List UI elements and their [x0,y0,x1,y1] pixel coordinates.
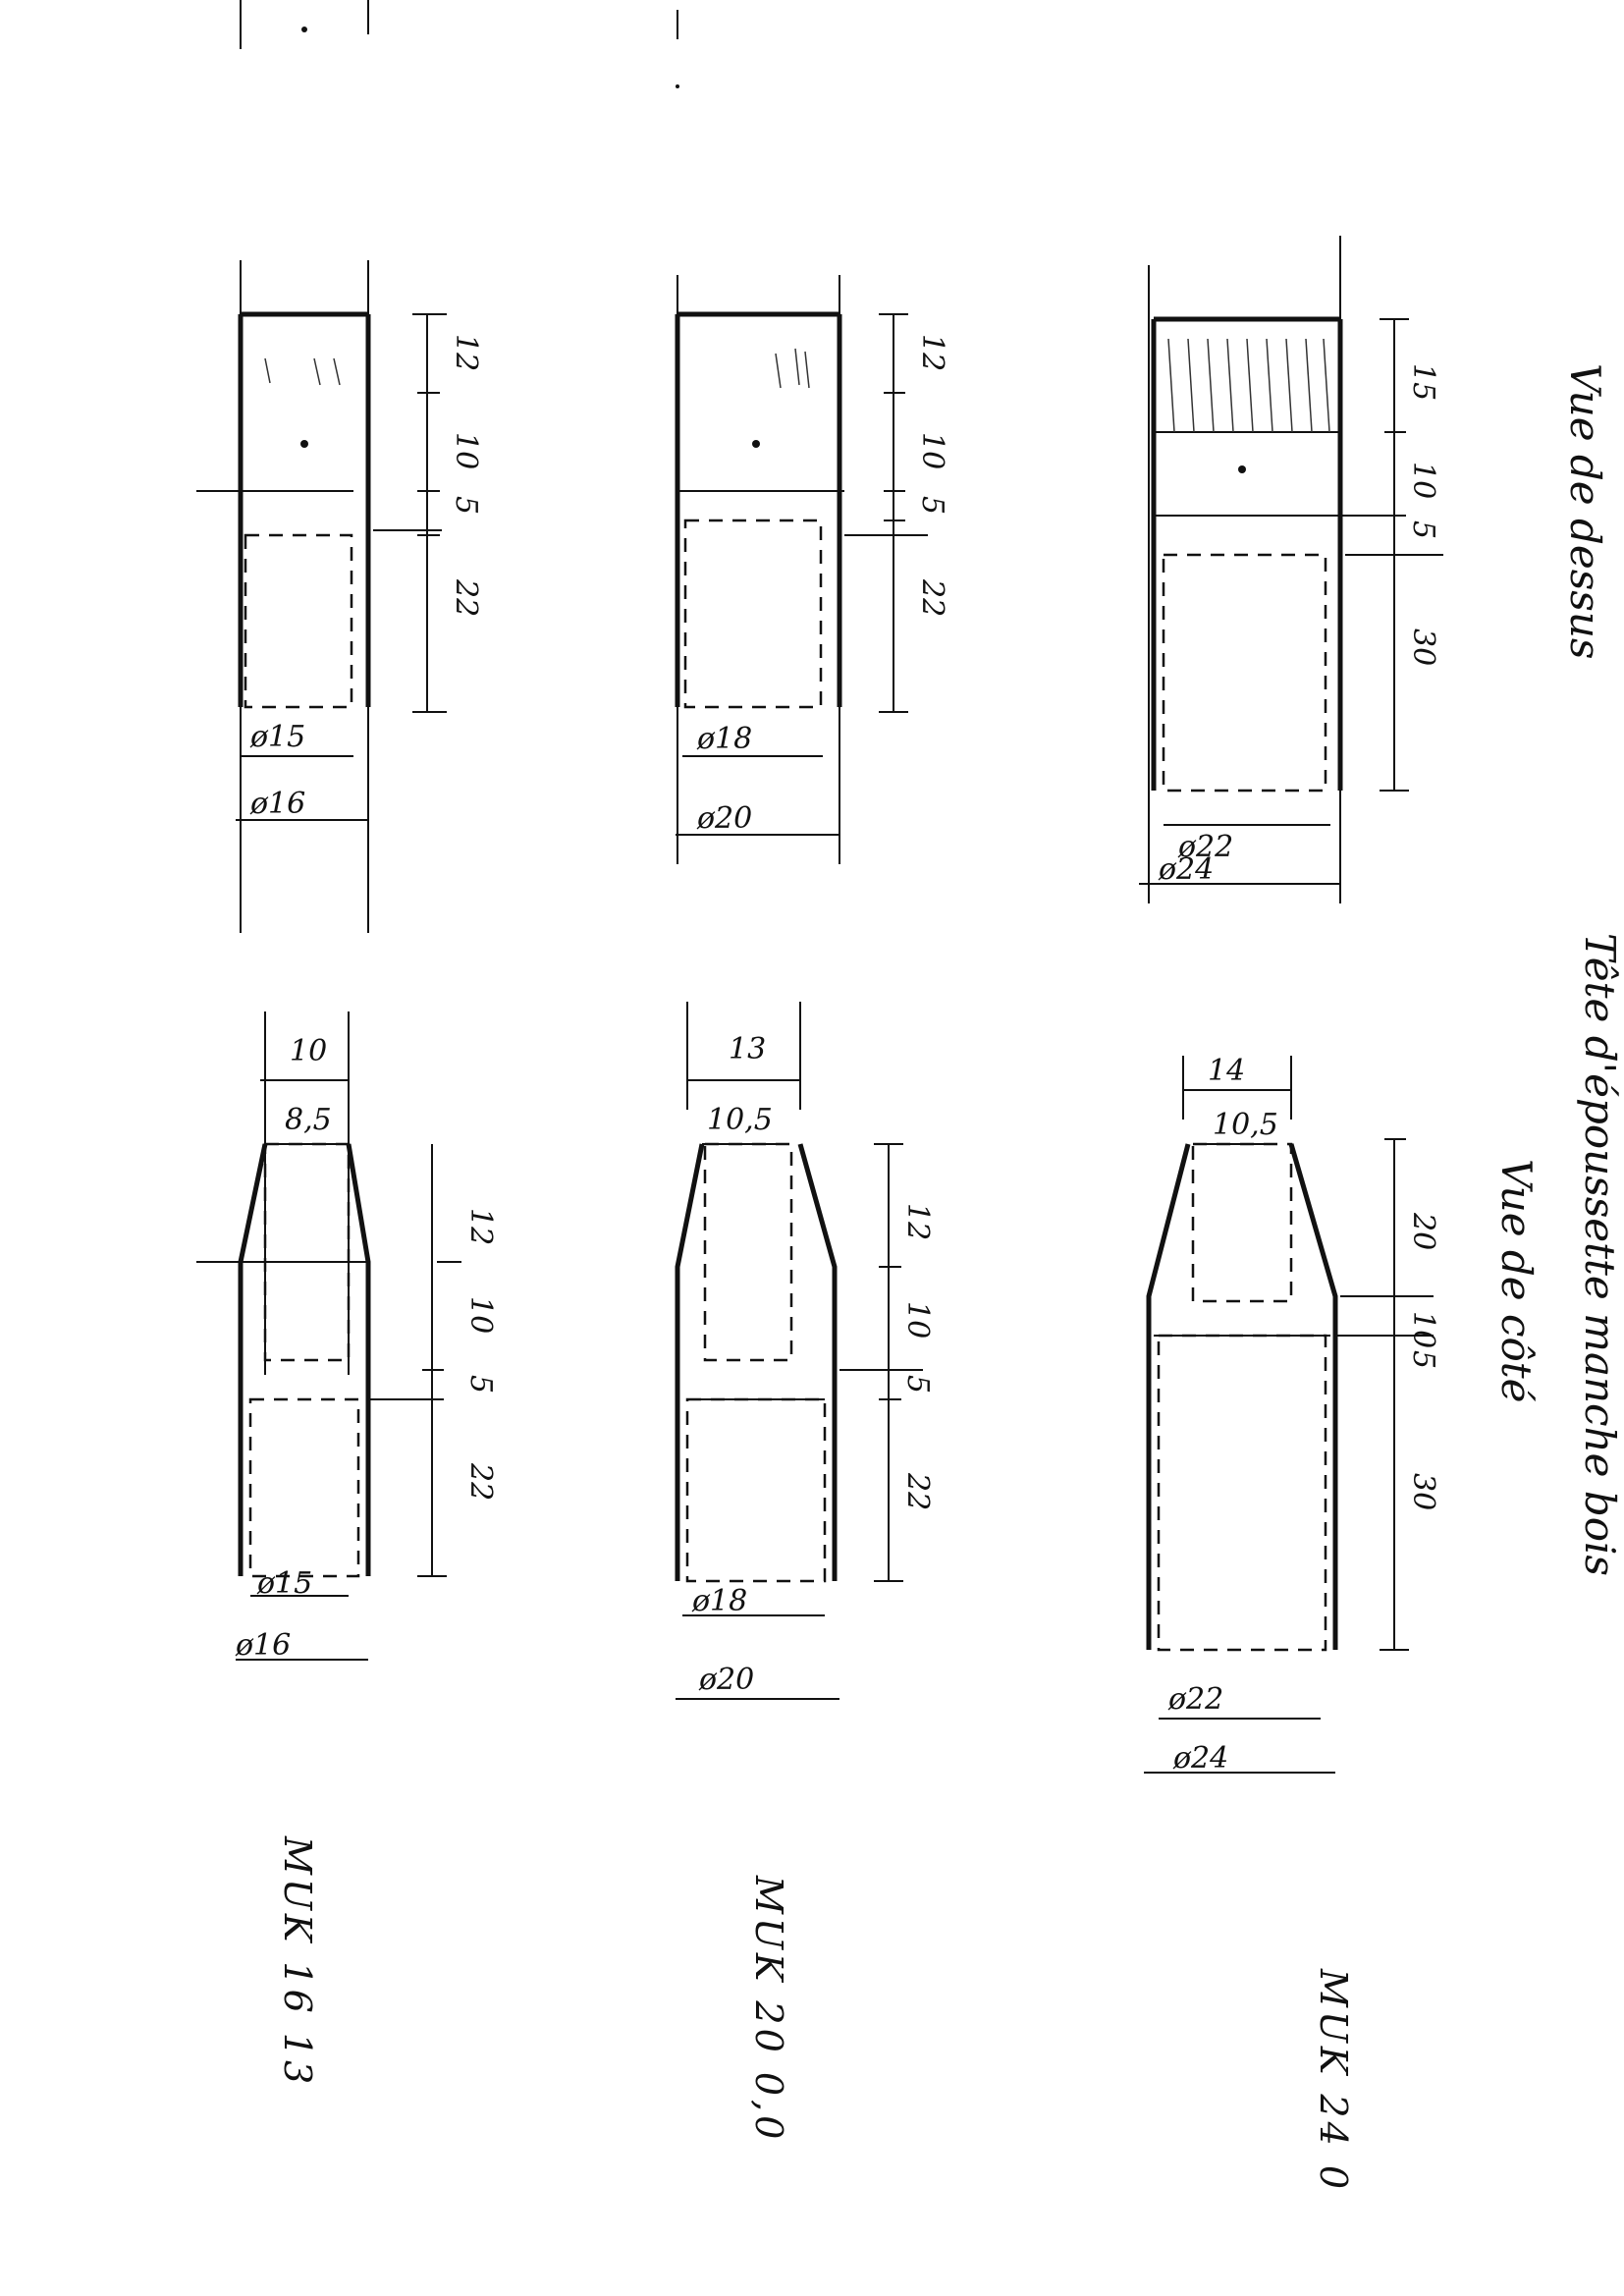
side20-inner-dia: ø18 [692,1584,748,1618]
top20-inner-dia: ø18 [697,722,753,756]
side24-dim-1: 20 [1406,1213,1440,1251]
side20-top-width: 13 [729,1032,767,1066]
side24-dim-3: 5 [1406,1350,1440,1370]
side16-top-inner: 8,5 [285,1103,332,1137]
top20-dim-2: 10 [915,432,949,470]
hatch-area-mk24 [1168,339,1329,432]
model-label-mk20: MUK 20 0,0 [747,1876,790,2144]
side24-dim-4: 30 [1406,1473,1440,1511]
title-group [1492,363,1624,1576]
top16-dim-1: 12 [449,334,483,372]
margin-marks [241,0,679,88]
side16-dim-2: 10 [463,1296,498,1335]
side20-outer-dia: ø20 [699,1663,755,1697]
side24-inner-dia: ø22 [1168,1682,1224,1717]
top-view-mk20 [676,275,949,864]
top16-dim-2: 10 [449,432,483,470]
side-view-mk16 [196,1011,498,1663]
side20-dim-3: 5 [900,1375,935,1394]
side16-top-width: 10 [290,1034,328,1068]
model-labels [276,1835,1355,2193]
top-view-mk16 [196,260,483,933]
side16-dim-4: 22 [463,1463,498,1502]
model-label-mk16: MUK 16 13 [276,1836,319,2089]
main-title: Tête d'époussette manche bois [1576,933,1624,1576]
top20-dim-1: 12 [915,334,949,372]
side24-top-inner: 10,5 [1213,1108,1278,1142]
top16-outer-dia: ø16 [250,787,306,821]
side24-top-width: 14 [1208,1054,1246,1088]
top24-dim-3: 5 [1406,520,1440,540]
top24-dim-4: 30 [1406,629,1440,667]
side16-inner-dia: ø15 [257,1566,313,1601]
top-view-mk24 [1139,236,1443,903]
top20-outer-dia: ø20 [697,801,753,836]
side20-top-inner: 10,5 [707,1103,773,1137]
top-view-title: Vue de dessus [1561,363,1609,660]
top24-dim-1: 15 [1406,363,1440,402]
top16-dim-4: 22 [449,579,483,618]
side20-dim-4: 22 [900,1473,935,1511]
side24-outer-dia: ø24 [1173,1741,1229,1776]
side16-dim-1: 12 [463,1208,498,1246]
model-label-mk24: MUK 24 0 [1312,1969,1355,2194]
top24-dim-2: 10 [1406,462,1440,500]
side20-dim-1: 12 [900,1203,935,1241]
side-view-mk24 [1144,1054,1440,1776]
top16-inner-dia: ø15 [250,720,306,754]
side16-dim-3: 5 [463,1375,498,1394]
top16-dim-3: 5 [449,496,483,516]
top20-dim-3: 5 [915,496,949,516]
top20-dim-4: 22 [915,579,949,618]
top24-inner-dia: ø22 [1178,830,1234,864]
top24-outer-dia: ø24 [1159,852,1215,887]
side16-outer-dia: ø16 [236,1628,292,1663]
side20-dim-2: 10 [900,1301,935,1339]
side-view-mk20 [676,1002,935,1699]
side24-dim-2: 10 [1406,1311,1440,1349]
side-view-title: Vue de côté [1492,1159,1541,1403]
